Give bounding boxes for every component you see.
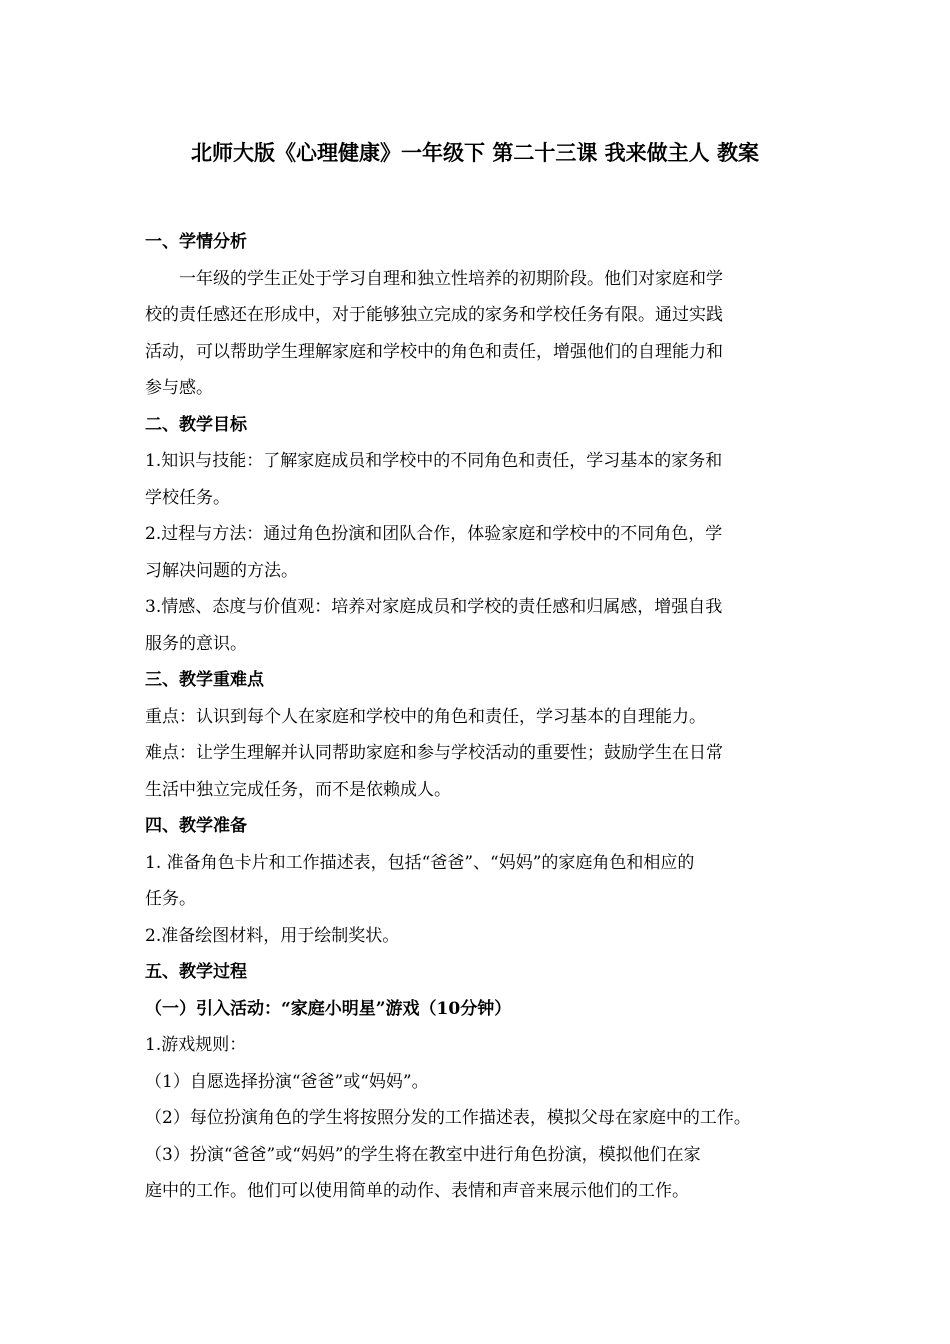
section-heading-preparation: 四、教学准备 bbox=[145, 816, 247, 836]
paragraph-line: 庭中的工作。他们可以使用简单的动作、表情和声音来展示他们的工作。 bbox=[145, 1181, 689, 1201]
document-body bbox=[145, 224, 815, 1210]
paragraph-line: 生活中独立完成任务，而不是依赖成人。 bbox=[145, 779, 451, 800]
paragraph-line: 2.过程与方法：通过角色扮演和团队合作，体验家庭和学校中的不同角色，学 bbox=[145, 524, 723, 544]
paragraph-line: 校的责任感还在形成中，对于能够独立完成的家务和学校任务有限。通过实践 bbox=[145, 305, 723, 325]
paragraph-line: 学校任务。 bbox=[145, 487, 230, 508]
paragraph-line: 重点：认识到每个人在家庭和学校中的角色和责任，学习基本的自理能力。 bbox=[145, 706, 706, 727]
paragraph-line: 1. 准备角色卡片和工作描述表，包括“爸爸”、“妈妈”的家庭角色和相应的 bbox=[145, 852, 695, 873]
paragraph-line: 习解决问题的方法。 bbox=[145, 560, 298, 581]
paragraph-line: （2）每位扮演角色的学生将按照分发的工作描述表，模拟父母在家庭中的工作。 bbox=[145, 1108, 751, 1128]
paragraph-line: 参与感。 bbox=[145, 378, 213, 398]
section-heading-analysis: 一、学情分析 bbox=[145, 232, 247, 252]
paragraph-line: 2.准备绘图材料，用于绘制奖状。 bbox=[145, 925, 400, 946]
section-heading-keypoints: 三、教学重难点 bbox=[145, 670, 264, 690]
paragraph-line: 1.游戏规则： bbox=[145, 1035, 247, 1055]
paragraph-line: 服务的意识。 bbox=[145, 633, 247, 654]
paragraph-line: （3）扮演“爸爸”或“妈妈”的学生将在教室中进行角色扮演，模拟他们在家 bbox=[145, 1144, 701, 1165]
subsection-heading-intro-activity: （一）引入活动：“家庭小明星”游戏（10分钟） bbox=[145, 998, 512, 1019]
section-heading-process: 五、教学过程 bbox=[145, 962, 247, 982]
paragraph-line: 3.情感、态度与价值观：培养对家庭成员和学校的责任感和归属感，增强自我 bbox=[145, 597, 723, 617]
section-heading-goals: 二、教学目标 bbox=[145, 414, 247, 435]
paragraph-line: （1）自愿选择扮演“爸爸”或“妈妈”。 bbox=[145, 1071, 429, 1092]
paragraph-line: 难点：让学生理解并认同帮助家庭和参与学校活动的重要性；鼓励学生在日常 bbox=[145, 743, 723, 763]
paragraph-line: 任务。 bbox=[145, 889, 196, 909]
document-title: 北师大版《心理健康》一年级下 第二十三课 我来做主人 教案 bbox=[191, 140, 759, 165]
paragraph-line: 一年级的学生正处于学习自理和独立性培养的初期阶段。他们对家庭和学 bbox=[179, 268, 723, 289]
paragraph-line: 活动，可以帮助学生理解家庭和学校中的角色和责任，增强他们的自理能力和 bbox=[145, 341, 723, 362]
paragraph-line: 1.知识与技能：了解家庭成员和学校中的不同角色和责任，学习基本的家务和 bbox=[145, 451, 723, 471]
